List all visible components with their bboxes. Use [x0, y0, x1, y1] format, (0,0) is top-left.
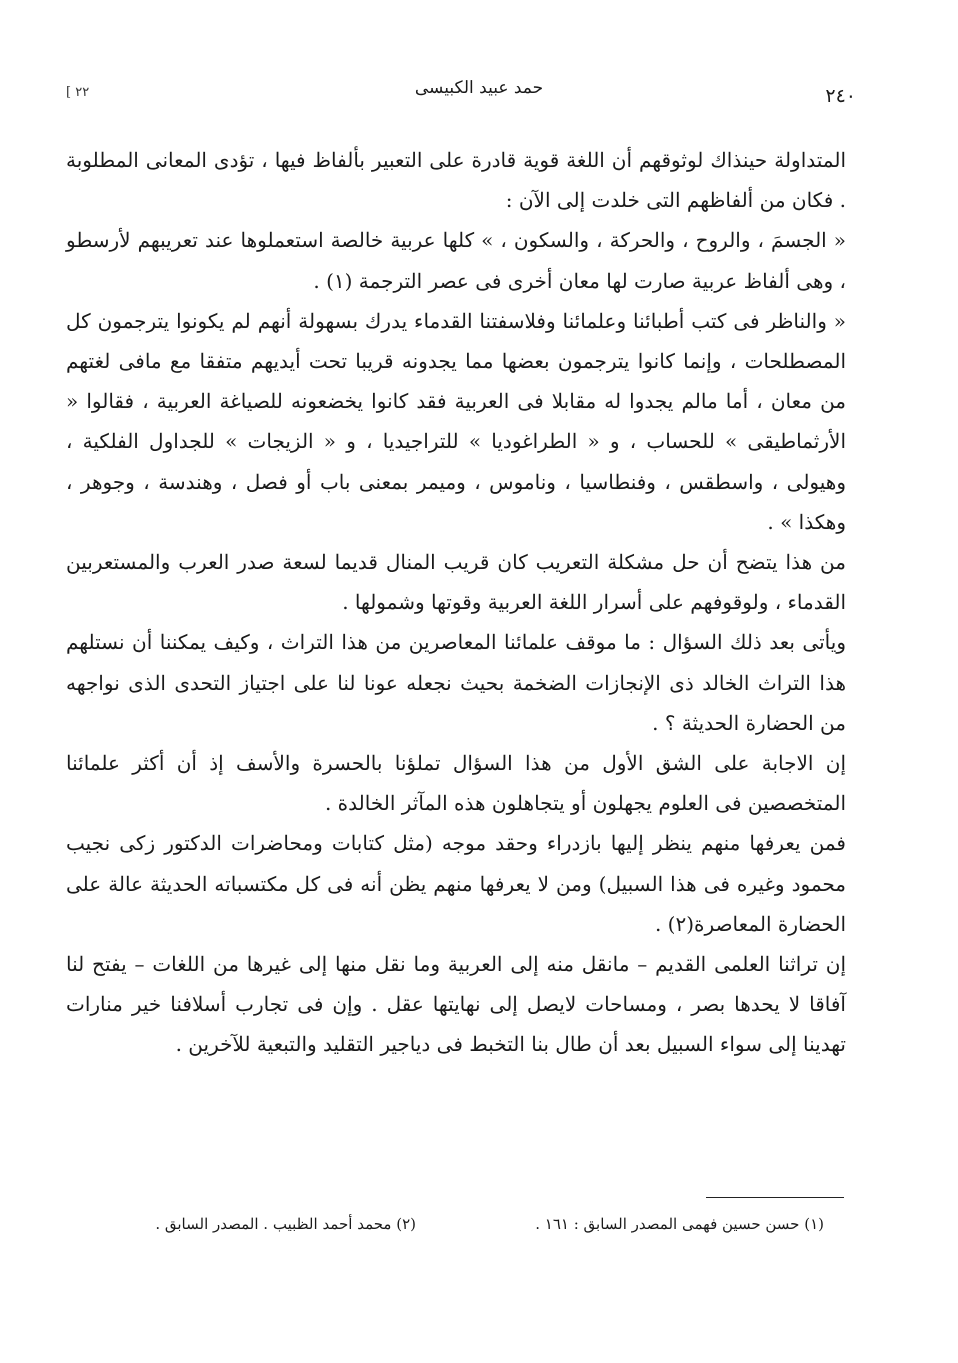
page-number: ٢٤٠ [825, 85, 856, 107]
footnote-1: (١) حسن حسين فهمى المصدر السابق : ١٦١ . [535, 1215, 824, 1233]
paragraph: ويأتى بعد ذلك السؤال : ما موقف علمائنا المعاصرين من هذا التراث ، وكيف يمكننا أن نستلهم هذا التراث الخالد ذى الإنجازات الضخمة بحيث نجعله عونا لنا على اجتياز التحدى الذى نواجهه من الحضارة الحديثة ؟ . [66, 630, 846, 735]
paragraph: إن تراثنا العلمى القديم – مانقل منه إلى العربية وما نقل منها إلى غيرها من اللغات – يفتح لنا آفاقا لا يحدها بصر ، ومساحات لايصل إلى نهايتها عقل . وإن فى تجارب أسلافنا خير منارات تهدينا إلى سواء السبيل بعد أن طال بنا التخبط فى دياجير التقليد والتبعية للآخرين . [66, 952, 846, 1057]
running-title: حمد عبيد الكبيسى [414, 78, 544, 98]
paragraph: المتداولة حينذاك لوثوقهم أن اللغة قوية قادرة على التعبير بألفاظ فيها ، تؤدى المعانى المطلوبة . فكان من ألفاظهم التى خلدت إلى الآن : [66, 148, 846, 213]
footnote-2: (٢) محمد أحمد الظبيب . المصدر السابق . [155, 1215, 416, 1233]
main-text [66, 140, 846, 1065]
issue-mark: [ ٢٢ [66, 85, 90, 100]
paragraph: فمن يعرفها منهم ينظر إليها بازدراء وحقد موجه (مثل كتابات ومحاضرات الدكتور زكى نجيب محمود وغيره فى هذا السبيل) ومن لا يعرفها منهم يظن أنه فى كل مكتسباته الحديثة عالة على الحضارة المعاصرة(٢) . [66, 831, 846, 936]
paragraph: « الجسمَ ، والروح ، والحركة ، والسكون ، » كلها عربية خالصة استعملوها عند تعريبهم لأرسطو ، وهى ألفاظ عربية صارت لها معان أخرى فى عصر الترجمة (١) . [66, 228, 846, 293]
paragraph: إن الاجابة على الشق الأول من هذا السؤال تملؤنا بالحسرة والأسف إذ أن أكثر علمائنا المتخصصين فى العلوم يجهلون أو يتجاهلون هذه المآثر الخالدة . [66, 751, 847, 816]
paragraph: « والناظر فى كتب أطبائنا وعلمائنا وفلاسفتنا القدماء يدرك بسهولة أنهم لم يكونوا يترجمون كل المصطلحات ، وإنما كانوا يترجمون بعضها مما يجدونه قريبا تحت أيديهم متفقا مع مافى لغتهم من معان ، أما مالم يجدوا له مقابلا فى العربية فقد كانوا يخضعونه للصياغة العربية ، فقالوا « الأرثماطيقى » للحساب ، و « الطراغوديا » للتراجيديا ، و « الزيجات » للجداول الفلكية ، وهيولى ، واسطقس ، وفنطاسيا ، وناموس ، وميمر بمعنى باب أو فصل ، وهندسة ، وجوهر ، وهكذا » . [66, 308, 847, 534]
paragraph: من هذا يتضح أن حل مشكلة التعريب كان قريب المنال قديما لسعة صدر العرب والمستعربين القدماء ، ولوقوفهم على أسرار اللغة العربية وقوتها وشمولها . [66, 550, 846, 615]
footnote-divider [706, 1197, 844, 1198]
